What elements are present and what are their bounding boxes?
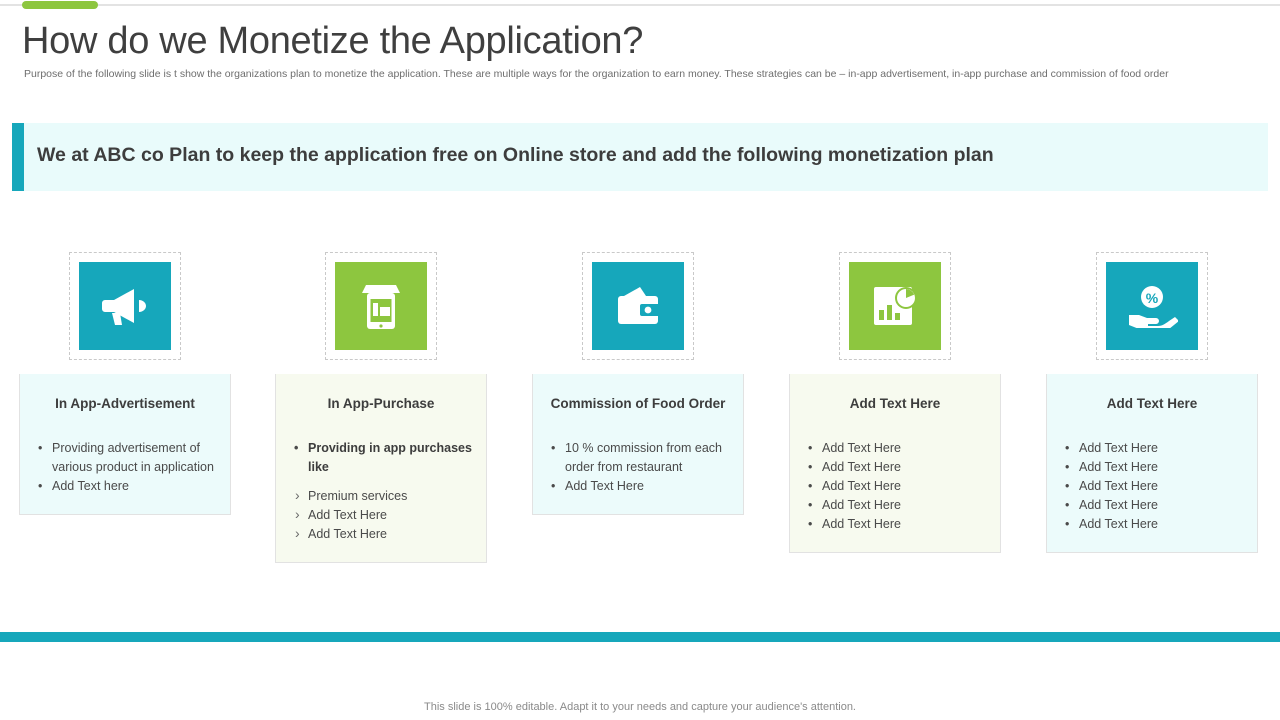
- icon-frame: [69, 252, 181, 360]
- wallet-icon: [592, 262, 684, 350]
- list-item: • Add Text Here: [1061, 458, 1243, 477]
- list-item: › Add Text Here: [290, 506, 472, 525]
- list-item: • Add Text Here: [1061, 439, 1243, 458]
- svg-text:%: %: [1145, 290, 1159, 306]
- panel-list: [804, 439, 986, 534]
- page-subtitle: Purpose of the following slide is t show the organizations plan to monetize the application. These are multiple ways for the organization to earn money. These strategies can be – in-app advertisement, in-app purchase and commission of food order: [24, 68, 1169, 80]
- info-panel: [789, 374, 1001, 553]
- list-item: • Add Text Here: [804, 496, 986, 515]
- panel-heading: Add Text Here: [1106, 396, 1198, 411]
- panel-heading: Add Text Here: [849, 396, 941, 411]
- list-spacer: [290, 477, 472, 487]
- list-item: • Add Text here: [34, 477, 216, 496]
- list-item: • Add Text Here: [804, 477, 986, 496]
- info-panel: [275, 374, 487, 563]
- list-item: • Providing in app purchases like: [290, 439, 472, 477]
- chart-report-icon: [849, 262, 941, 350]
- panel-list: [34, 439, 216, 496]
- icon-frame: [1096, 252, 1208, 360]
- hand-money-icon: [1106, 262, 1198, 350]
- list-item: • Add Text Here: [547, 477, 729, 496]
- mobile-shop-icon: [335, 262, 427, 350]
- list-item: • Add Text Here: [1061, 477, 1243, 496]
- list-item: • 10 % commission from each order from restaurant: [547, 439, 729, 477]
- panel-list: [547, 439, 729, 496]
- list-item: › Add Text Here: [290, 525, 472, 544]
- icon-frame: [582, 252, 694, 360]
- list-item: • Add Text Here: [804, 458, 986, 477]
- list-item: • Add Text Here: [1061, 515, 1243, 534]
- banner-accent-bar: [12, 123, 24, 191]
- panel-heading: Commission of Food Order: [550, 396, 726, 411]
- icon-frame: [839, 252, 951, 360]
- footer-note: This slide is 100% editable. Adapt it to your needs and capture your audience's attention.: [424, 701, 856, 713]
- list-item: › Premium services: [290, 487, 472, 506]
- list-item: • Add Text Here: [804, 439, 986, 458]
- banner-text: We at ABC co Plan to keep the application free on Online store and add the following monetization plan: [37, 144, 994, 166]
- page-title: How do we Monetize the Application?: [22, 20, 644, 62]
- accent-pill: [22, 1, 98, 9]
- list-item: • Add Text Here: [1061, 496, 1243, 515]
- panel-heading: In App-Purchase: [327, 396, 435, 411]
- megaphone-icon: [79, 262, 171, 350]
- info-panel: [19, 374, 231, 515]
- panel-list: [1061, 439, 1243, 534]
- icon-frame: [325, 252, 437, 360]
- bottom-accent-bar: [0, 632, 1280, 642]
- panel-heading: In App-Advertisement: [55, 396, 195, 411]
- top-divider: [0, 4, 1280, 6]
- list-item: • Providing advertisement of various product in application: [34, 439, 216, 477]
- panel-list: [290, 439, 472, 544]
- info-panel: [1046, 374, 1258, 553]
- info-panel: [532, 374, 744, 515]
- list-item: • Add Text Here: [804, 515, 986, 534]
